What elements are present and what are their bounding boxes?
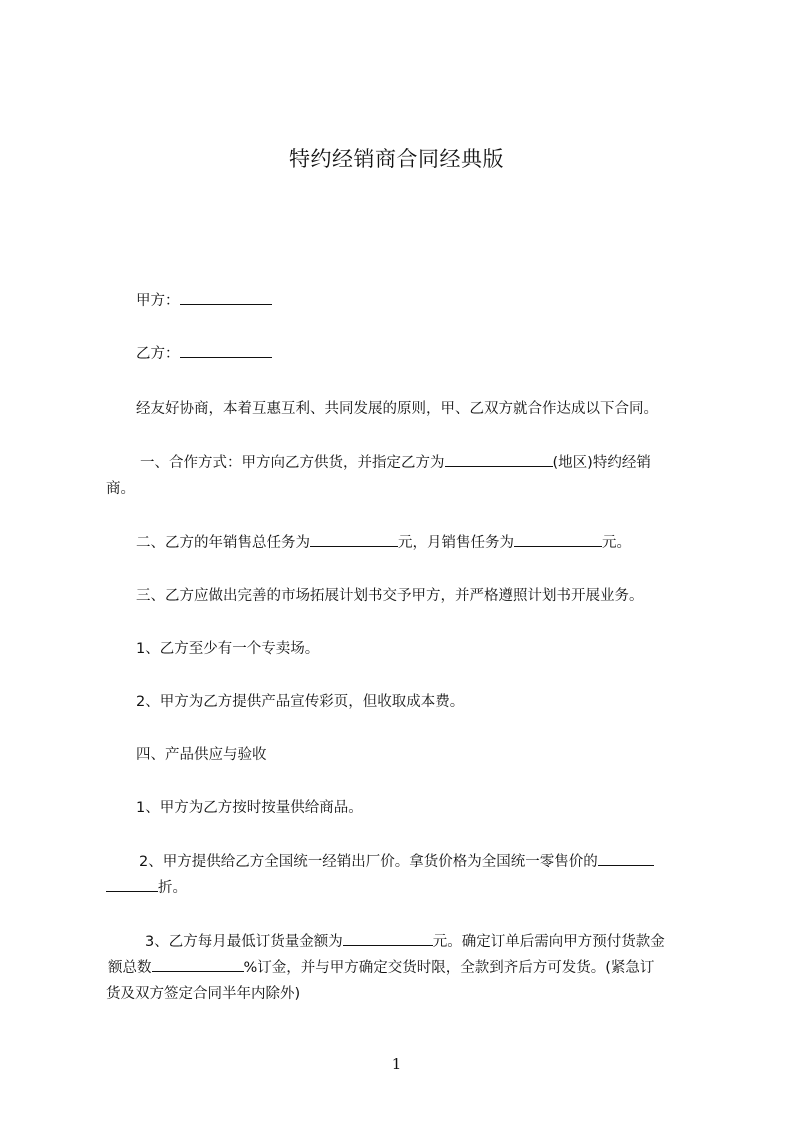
party-a-label: 甲方： xyxy=(136,293,180,309)
document-title: 特约经销商合同经典版 xyxy=(289,147,504,171)
section-4-item-1: 1、甲方为乙方按时按量供给商品。 xyxy=(136,800,363,816)
region-blank xyxy=(445,451,553,467)
annual-target-blank xyxy=(310,531,398,547)
party-b-label: 乙方： xyxy=(136,346,180,362)
monthly-target-blank xyxy=(514,531,602,547)
clause-2-prefix: 二、乙方的年销售总任务为 xyxy=(136,535,310,551)
discount-blank-part-2 xyxy=(106,876,158,892)
clause-1-suffix: (地区)特约经销 xyxy=(552,455,651,471)
party-b-line xyxy=(136,341,272,367)
clause-3-item-1: 1、乙方至少有一个专卖场。 xyxy=(136,641,320,657)
section-4-item-2-line-1 xyxy=(139,849,654,875)
section-4-item-2-line-2 xyxy=(106,875,187,901)
clause-2 xyxy=(136,530,631,556)
section-4-item-3-line-2-suffix: %订金，并与甲方确定交货时限，全款到齐后方可发货。(紧急订 xyxy=(243,960,655,976)
intro-paragraph: 经友好协商，本着互惠互利、共同发展的原则，甲、乙双方就合作达成以下合同。 xyxy=(136,401,658,417)
clause-2-suffix: 元。 xyxy=(602,535,631,551)
clause-3-item-2: 2、甲方为乙方提供产品宣传彩页，但收取成本费。 xyxy=(136,694,465,710)
section-4-item-3-prefix: 3、乙方每月最低订货量金额为 xyxy=(145,934,343,950)
section-4-item-3-mid: 元。确定订单后需向甲方预付货款金 xyxy=(432,934,665,950)
party-b-blank xyxy=(180,342,272,358)
page-number: 1 xyxy=(391,1055,402,1073)
clause-1-prefix: 一、合作方式：甲方向乙方供货，并指定乙方为 xyxy=(140,455,445,471)
section-4-item-3-line-3: 货及双方签定合同半年内除外) xyxy=(106,986,301,1002)
clause-3: 三、乙方应做出完善的市场拓展计划书交予甲方，并严格遵照计划书开展业务。 xyxy=(136,588,644,604)
section-4-heading: 四、产品供应与验收 xyxy=(136,747,267,763)
min-order-blank xyxy=(343,930,433,946)
section-4-item-3-line-1 xyxy=(145,929,665,955)
section-4-item-3-line-2-prefix: 额总数 xyxy=(108,960,152,976)
party-a-blank xyxy=(180,289,272,305)
discount-blank-part-1 xyxy=(598,850,654,866)
section-4-item-3-line-2 xyxy=(108,955,654,981)
clause-1-line-2: 商。 xyxy=(106,481,135,497)
deposit-percent-blank xyxy=(152,956,244,972)
section-4-item-2-prefix: 2、甲方提供给乙方全国统一经销出厂价。拿货价格为全国统一零售价的 xyxy=(139,854,598,870)
clause-1-line-1 xyxy=(140,450,651,476)
party-a-line xyxy=(136,288,272,314)
clause-2-mid: 元，月销售任务为 xyxy=(398,535,514,551)
section-4-item-2-suffix: 折。 xyxy=(158,880,187,896)
